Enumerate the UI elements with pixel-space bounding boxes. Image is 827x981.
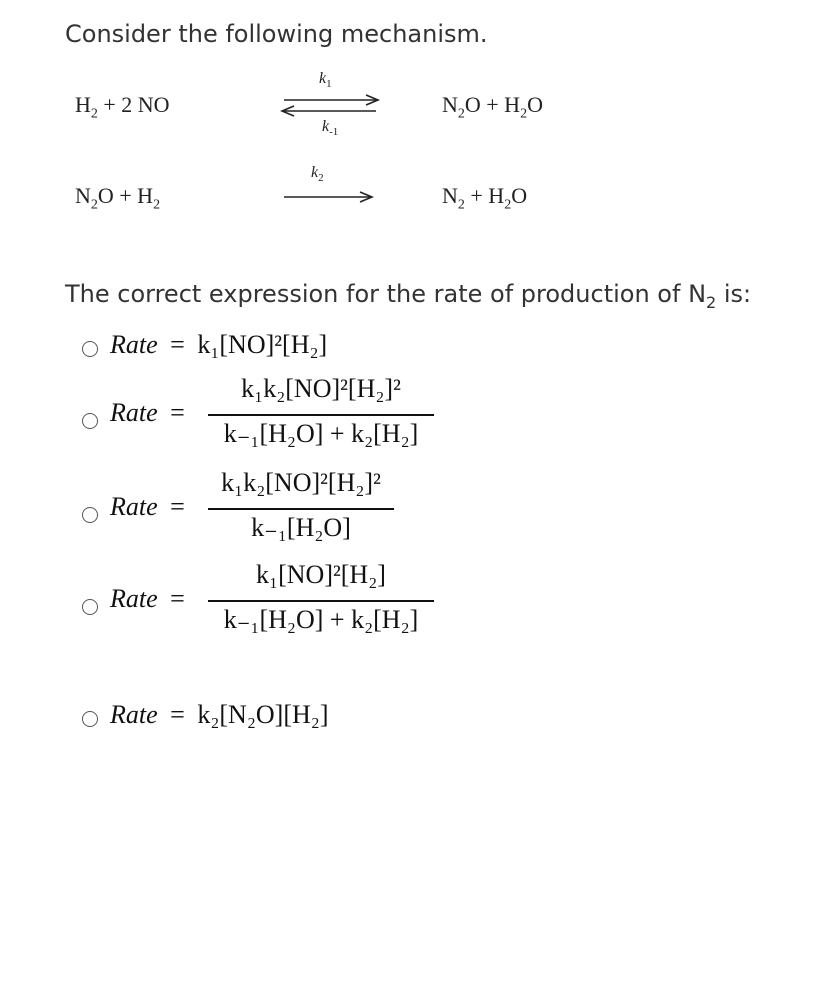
option-e-radio[interactable] <box>82 711 98 727</box>
rate-label: Rate <box>110 398 158 427</box>
fraction-bar <box>208 600 434 602</box>
k2-label: $k_2$ <box>311 164 324 185</box>
step1-reactants: $H_2 + 2$ NO <box>75 92 170 122</box>
option-e-expression: k₂[N₂O][H₂] <box>197 700 329 729</box>
option-b-denominator: k₋₁[H₂O] + k₂[H₂] <box>223 419 419 448</box>
option-b-radio[interactable] <box>82 413 98 429</box>
option-d-radio[interactable] <box>82 599 98 615</box>
option-a[interactable]: Rate = k₁[NO]²[H₂] <box>82 334 442 364</box>
rate-label: Rate <box>110 330 158 359</box>
option-b-numerator: k₁k₂[NO]²[H₂]² <box>241 374 401 403</box>
fraction-bar <box>208 414 434 416</box>
step2-products: $N_2 + H_2O$ <box>442 183 528 213</box>
rate-label: Rate <box>110 700 158 729</box>
option-e[interactable]: Rate = k₂[N₂O][H₂] <box>82 704 442 734</box>
fraction-bar <box>208 508 394 510</box>
k-minus1-label: $k_{-1}$ <box>322 118 339 139</box>
option-d[interactable]: Rate = k₁[NO]²[H₂] k₋₁[H₂O] + k₂[H₂] <box>82 558 442 638</box>
option-a-expression: k₁[NO]²[H₂] <box>197 330 328 359</box>
step1-products: $N_2O + H_2O$ <box>442 92 543 122</box>
k1-label: $k_1$ <box>319 70 332 91</box>
equilibrium-arrows-icon <box>280 94 384 118</box>
option-c-numerator: k₁k₂[NO]²[H₂]² <box>221 468 381 497</box>
rate-label: Rate <box>110 492 158 521</box>
step2-reactants: $N_2O + H_2$ <box>75 183 161 213</box>
option-d-numerator: k₁[NO]²[H₂] <box>256 560 386 589</box>
option-c-radio[interactable] <box>82 507 98 523</box>
option-b[interactable]: Rate = k₁k₂[NO]²[H₂]² k₋₁[H₂O] + k₂[H₂] <box>82 372 442 452</box>
option-c-denominator: k₋₁[H₂O] <box>251 513 351 542</box>
option-d-denominator: k₋₁[H₂O] + k₂[H₂] <box>223 605 419 634</box>
intro-text: Consider the following mechanism. <box>65 20 488 48</box>
question-text: The correct expression for the rate of production of $N_2$ is: <box>65 280 752 312</box>
forward-arrow-icon <box>282 190 374 204</box>
rate-label: Rate <box>110 584 158 613</box>
option-a-radio[interactable] <box>82 341 98 357</box>
option-c[interactable]: Rate = k₁k₂[NO]²[H₂]² k₋₁[H₂O] <box>82 466 442 546</box>
